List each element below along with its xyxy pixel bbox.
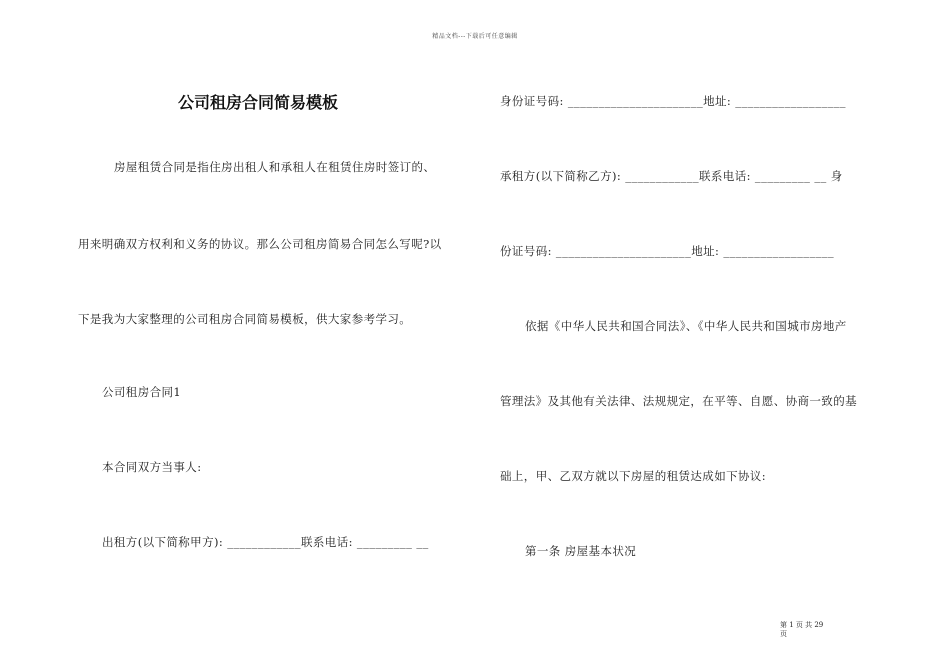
document-title: 公司租房合同简易模板 <box>178 93 339 112</box>
page-number-suffix: 页 <box>780 630 787 638</box>
lessee-line: 承租方(以下简称乙方): ____________联系电话: _________ __ 身 <box>500 169 843 183</box>
left-paragraph-line-2: 用来明确双方权利和义务的协议。那么公司租房简易合同怎么写呢?以 <box>78 237 442 251</box>
header-note: 精品文档---下载后可任意编辑 <box>432 33 518 40</box>
lessee-id-address-line: 份证号码: ______________________地址: __________________ <box>500 244 835 258</box>
basis-paragraph-line-3: 础上，甲、乙双方就以下房屋的租赁达成如下协议: <box>500 469 767 483</box>
basis-paragraph-line-2: 管理法》及其他有关法律、法规规定，在平等、自愿、协商一致的基 <box>500 394 857 408</box>
parties-label: 本合同双方当事人: <box>102 460 202 474</box>
left-paragraph-line-1: 房屋租赁合同是指住房出租人和承租人在租赁住房时签订的、 <box>114 160 436 174</box>
left-paragraph-line-3: 下是我为大家整理的公司租房合同简易模板，供大家参考学习。 <box>78 312 412 326</box>
article-one-heading: 第一条 房屋基本状况 <box>525 544 637 558</box>
basis-paragraph-line-1: 依据《中华人民共和国合同法》、《中华人民共和国城市房地产 <box>525 319 847 333</box>
lessor-id-address-line: 身份证号码: ______________________地址: __________________ <box>500 94 846 108</box>
lessor-line: 出租方(以下简称甲方): ____________联系电话: _________ __ <box>102 535 429 549</box>
contract-heading: 公司租房合同1 <box>102 385 182 399</box>
page-number <box>780 621 860 639</box>
page-number-text: 第 1 页 共 29 <box>780 621 824 629</box>
